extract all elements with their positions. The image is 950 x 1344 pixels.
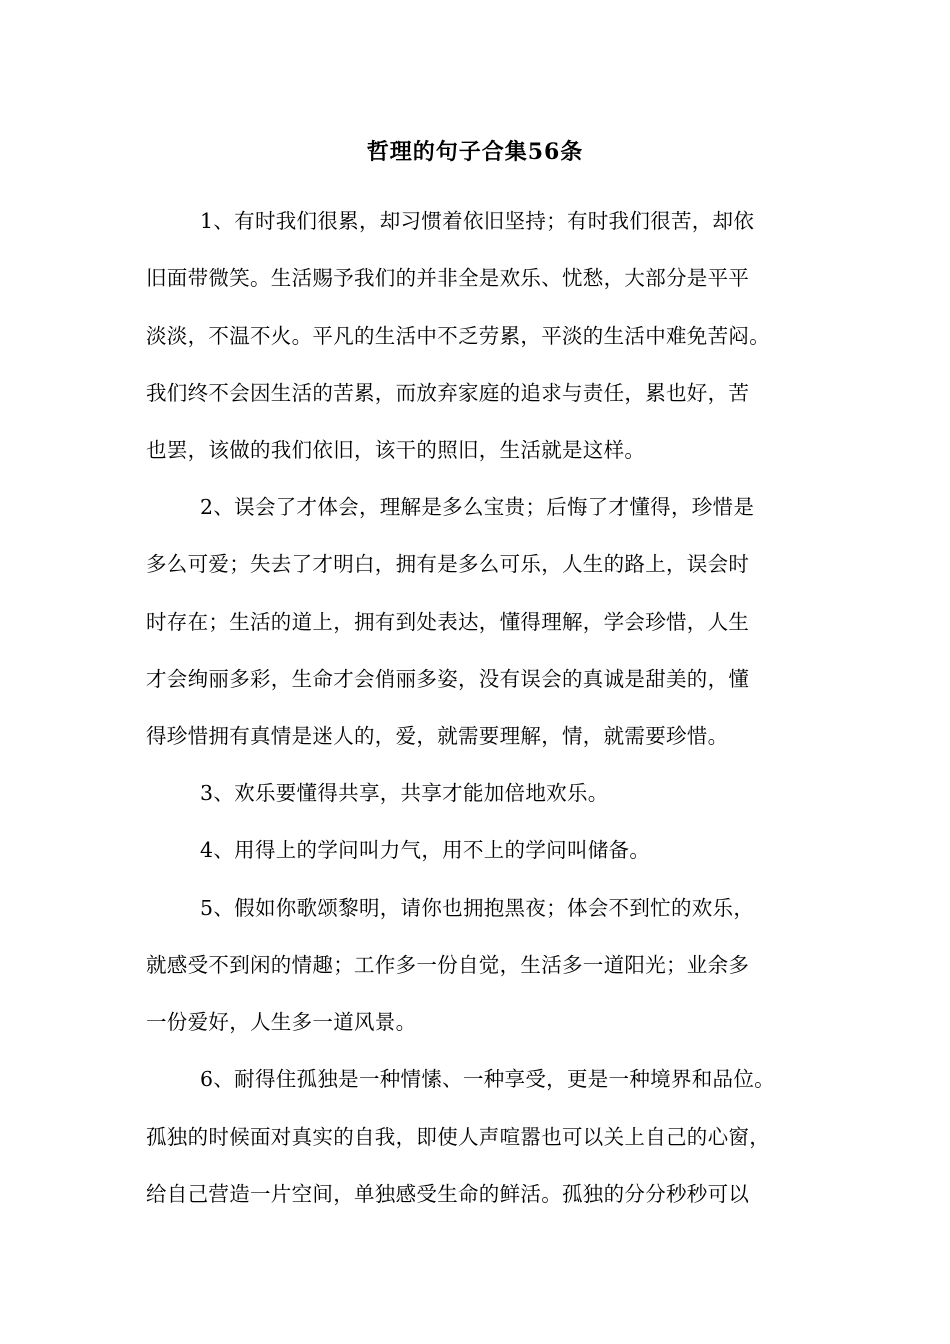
paragraph-line: 6、耐得住孤独是一种情愫、一种享受，更是一种境界和品位。 xyxy=(200,1067,775,1091)
paragraph-line: 多么可爱；失去了才明白，拥有是多么可乐，人生的路上，误会时 xyxy=(146,552,750,576)
paragraph-line: 一份爱好，人生多一道风景。 xyxy=(146,1010,417,1034)
paragraph-line: 2、误会了才体会，理解是多么宝贵；后悔了才懂得，珍惜是 xyxy=(200,495,755,519)
paragraph-line: 5、假如你歌颂黎明，请你也拥抱黑夜；体会不到忙的欢乐， xyxy=(200,896,755,920)
paragraph-line: 才会绚丽多彩，生命才会俏丽多姿，没有误会的真诚是甜美的，懂 xyxy=(146,667,750,691)
paragraph-line: 时存在；生活的道上，拥有到处表达，懂得理解，学会珍惜，人生 xyxy=(146,610,750,634)
document-title: 哲理的句子合集56条 xyxy=(366,139,584,165)
paragraph-line: 孤独的时候面对真实的自我，即使人声喧嚣也可以关上自己的心窗， xyxy=(146,1125,770,1149)
paragraph-line: 我们终不会因生活的苦累，而放弃家庭的追求与责任，累也好，苦 xyxy=(146,381,750,405)
paragraph-line: 1、有时我们很累，却习惯着依旧坚持；有时我们很苦，却依 xyxy=(200,209,755,233)
paragraph-line: 旧面带微笑。生活赐予我们的并非全是欢乐、忧愁，大部分是平平 xyxy=(146,266,750,290)
paragraph-line: 3、欢乐要懂得共享，共享才能加倍地欢乐。 xyxy=(200,781,609,805)
paragraph-line: 4、用得上的学问叫力气，用不上的学问叫储备。 xyxy=(200,838,651,862)
paragraph-line: 得珍惜拥有真情是迷人的，爱，就需要理解，情，就需要珍惜。 xyxy=(146,724,729,748)
paragraph-line: 就感受不到闲的情趣；工作多一份自觉，生活多一道阳光；业余多 xyxy=(146,953,750,977)
paragraph-line: 给自己营造一片空间，单独感受生命的鲜活。孤独的分分秒秒可以 xyxy=(146,1182,750,1206)
paragraph-line: 淡淡，不温不火。平凡的生活中不乏劳累，平淡的生活中难免苦闷。 xyxy=(146,324,770,348)
paragraph-line: 也罢，该做的我们依旧，该干的照旧，生活就是这样。 xyxy=(146,438,646,462)
